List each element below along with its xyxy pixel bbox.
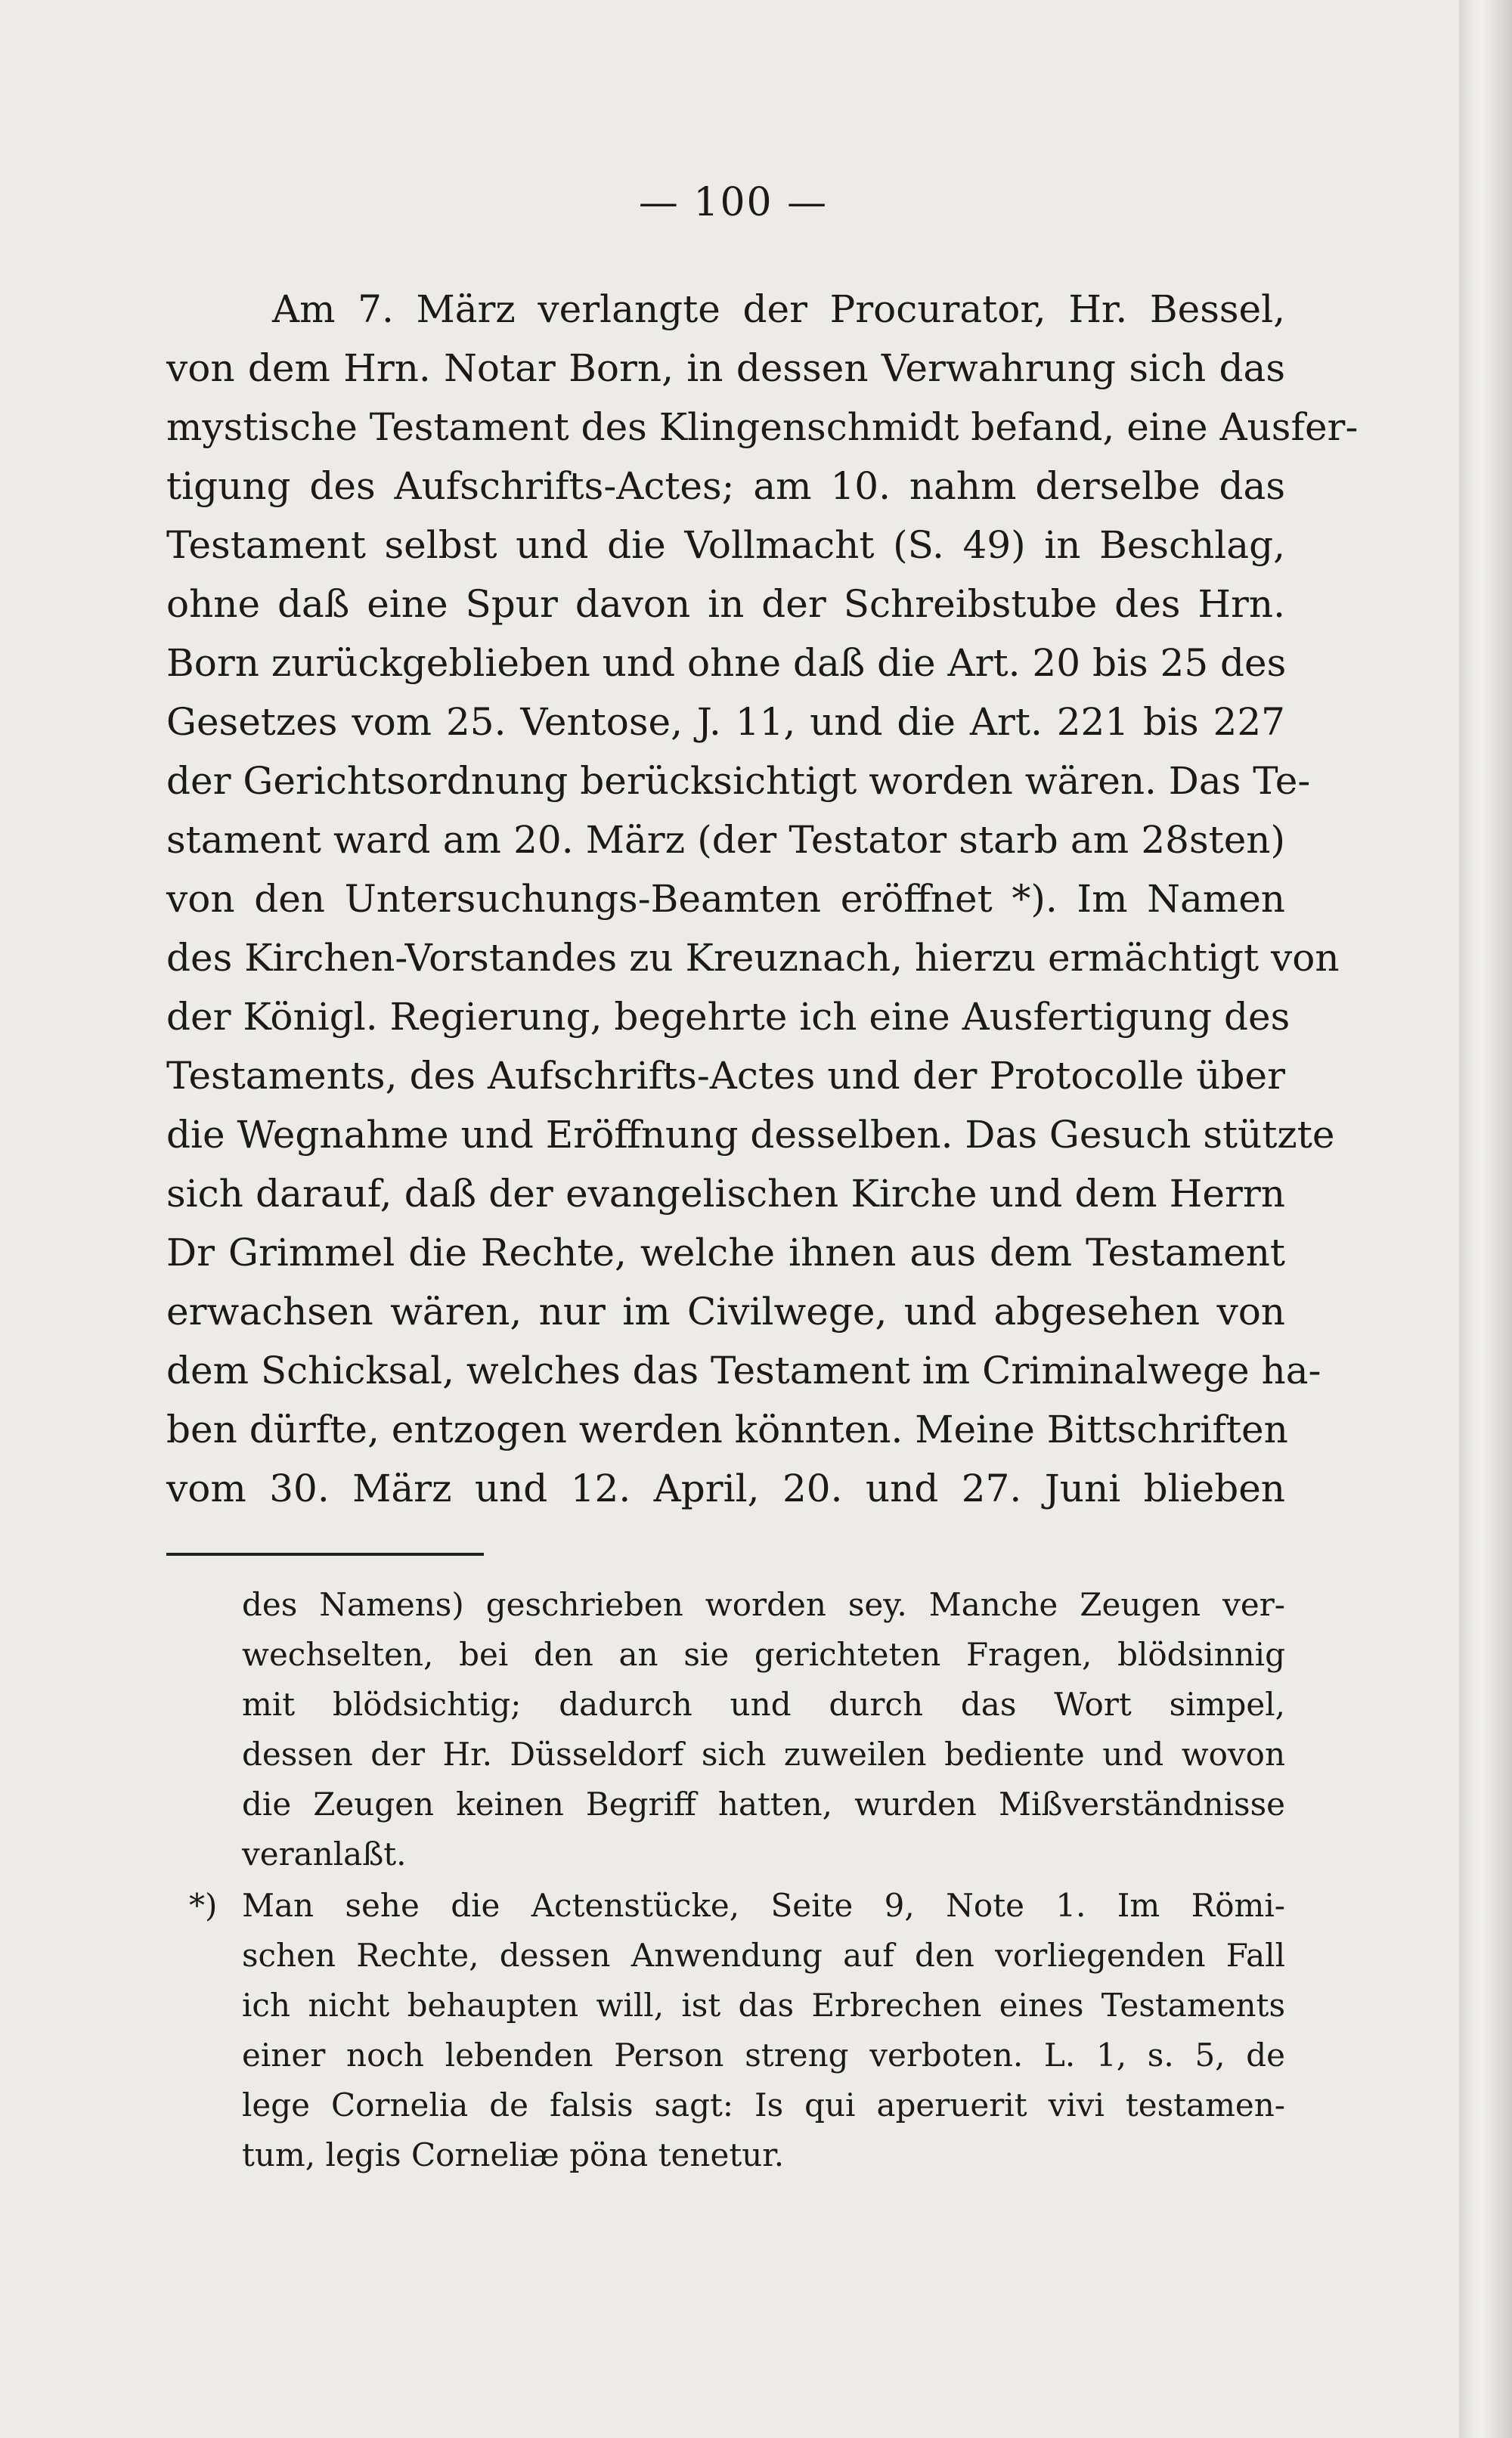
footnote-line: ich nicht behaupten will, ist das Erbrechen eines Testaments: [242, 1987, 1285, 2024]
text-line: von den Untersuchungs-Beamten eröffnet *). Im Namen: [166, 877, 1285, 921]
text-line: sich darauf, daß der evangelischen Kirche und dem Herrn: [166, 1172, 1285, 1216]
text-line: die Wegnahme und Eröffnung desselben. Das Gesuch stützte: [166, 1113, 1335, 1157]
text-line: Am 7. März verlangte der Procurator, Hr. Bessel,: [272, 287, 1285, 331]
text-line: von dem Hrn. Notar Born, in dessen Verwahrung sich das: [166, 346, 1285, 390]
text-line: mystische Testament des Klingenschmidt befand, eine Ausfer-: [166, 405, 1359, 449]
text-line: der Gerichtsordnung berücksichtigt worden wären. Das Te-: [166, 759, 1311, 803]
footnote-line: veranlaßt.: [242, 1835, 407, 1873]
footnote-separator: [166, 1553, 484, 1556]
text-line: vom 30. März und 12. April, 20. und 27. Juni blieben: [166, 1467, 1285, 1510]
footnote-line: mit blödsichtig; dadurch und durch das Wort simpel,: [242, 1686, 1285, 1723]
footnote-line: die Zeugen keinen Begriff hatten, wurden Mißverständnisse: [242, 1786, 1285, 1823]
footnote-line: des Namens) geschrieben worden sey. Manche Zeugen ver-: [242, 1586, 1285, 1623]
text-line: stament ward am 20. März (der Testator starb am 28sten): [166, 818, 1285, 862]
footnote-line: schen Rechte, dessen Anwendung auf den vorliegenden Fall: [242, 1937, 1285, 1974]
text-line: erwachsen wären, nur im Civilwege, und abgesehen von: [166, 1290, 1285, 1334]
text-line: des Kirchen-Vorstandes zu Kreuznach, hierzu ermächtigt von: [166, 936, 1340, 980]
text-line: tigung des Aufschrifts-Actes; am 10. nahm derselbe das: [166, 464, 1285, 508]
page-number: — 100 —: [638, 180, 829, 225]
text-line: Testament selbst und die Vollmacht (S. 49) in Beschlag,: [166, 523, 1285, 567]
text-line: Testaments, des Aufschrifts-Actes und der Protocolle über: [166, 1054, 1285, 1098]
footnote-line: lege Cornelia de falsis sagt: Is qui aperuerit vivi testamen-: [242, 2086, 1285, 2124]
text-line: ben dürfte, entzogen werden könnten. Meine Bittschriften: [166, 1408, 1288, 1451]
footnote-line: dessen der Hr. Düsseldorf sich zuweilen bediente und wovon: [242, 1736, 1285, 1773]
text-line: ohne daß eine Spur davon in der Schreibstube des Hrn.: [166, 582, 1285, 626]
text-line: der Königl. Regierung, begehrte ich eine Ausfertigung des: [166, 995, 1290, 1039]
footnote-line: Man sehe die Actenstücke, Seite 9, Note 1. Im Römi-: [242, 1887, 1285, 1924]
footnote-marker: *): [189, 1887, 218, 1924]
text-line: Gesetzes vom 25. Ventose, J. 11, und die Art. 221 bis 227: [166, 700, 1285, 744]
footnote-line: einer noch lebenden Person streng verboten. L. 1, s. 5, de: [242, 2037, 1285, 2074]
footnote-line: wechselten, bei den an sie gerichteten Fragen, blödsinnig: [242, 1636, 1285, 1673]
text-line: dem Schicksal, welches das Testament im Criminalwege ha-: [166, 1349, 1321, 1392]
footnote-line: tum, legis Corneliæ pöna tenetur.: [242, 2136, 785, 2173]
book-spine-edge: [1459, 0, 1512, 2438]
text-line: Born zurückgeblieben und ohne daß die Art. 20 bis 25 des: [166, 641, 1287, 685]
text-line: Dr Grimmel die Rechte, welche ihnen aus dem Testament: [166, 1231, 1285, 1275]
